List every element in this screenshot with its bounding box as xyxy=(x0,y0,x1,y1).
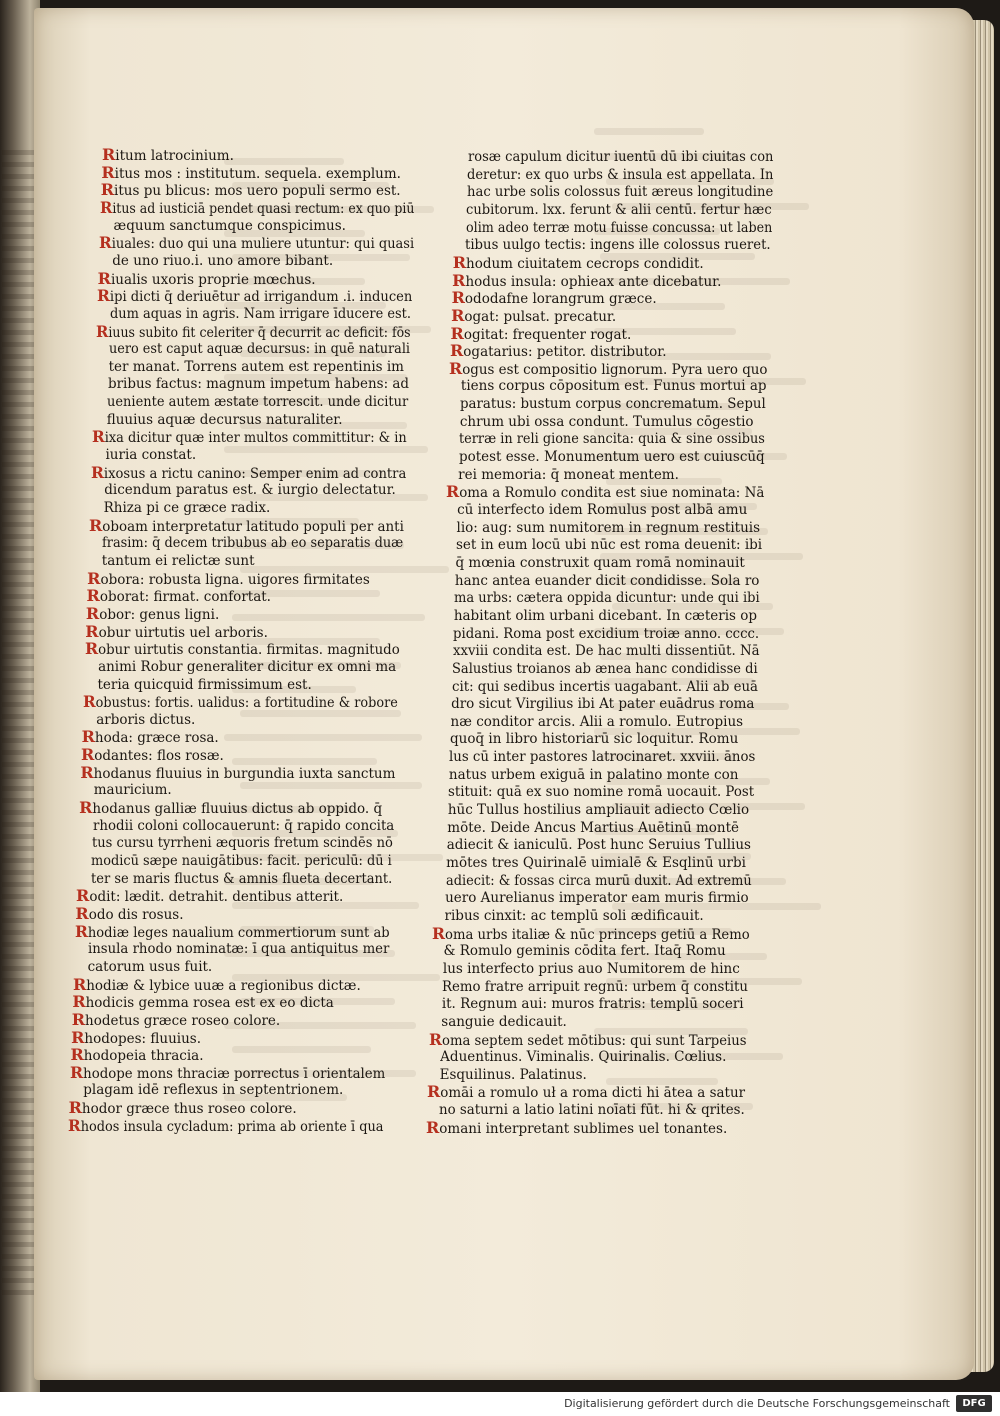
line-text: xxviii condita est. De hac multi dissentiūt. Nā xyxy=(452,643,760,660)
line-text: deretur: ex quo urbs & insula est appellata. In xyxy=(467,166,774,183)
entry-line xyxy=(100,199,414,218)
entry-line xyxy=(452,272,721,291)
line-text: tus cursu tyrrheni æquoris fretum scindēs nō xyxy=(91,835,393,852)
line-text: bribus factus: magnum impetum habens: ad xyxy=(107,376,409,393)
line-text: hodopes: fluuius. xyxy=(84,1030,201,1047)
line-text: ogus est compositio lignorum. Pyra uero quo xyxy=(462,361,768,378)
continuation-line xyxy=(112,252,333,270)
line-text: oma a Romulo condita est siue nominata: Nā xyxy=(458,485,764,502)
book-page xyxy=(34,8,974,1380)
entry-line xyxy=(426,1119,727,1138)
line-text: hanc antea euander dicit condidisse. Sola ro xyxy=(454,572,760,589)
line-text: ododafne lorangrum græce. xyxy=(464,291,657,308)
line-text: hodos insula cycladum: prima ab oriente ī qua xyxy=(80,1118,384,1135)
line-text: hodicis gemma rosea est ex eo dicta xyxy=(85,995,334,1012)
rubricated-initial: R xyxy=(90,462,104,482)
continuation-line xyxy=(456,536,762,554)
entry-line xyxy=(83,693,398,712)
rubricated-initial: R xyxy=(71,1027,85,1047)
footer-credit: Digitalisierung gefördert durch die Deutsche Forschungsgemeinschaft xyxy=(564,1397,950,1410)
line-text: obustus: fortis. ualidus: a fortitudine & robore xyxy=(95,695,398,712)
show-through-line xyxy=(224,734,422,741)
continuation-line xyxy=(91,852,392,870)
line-text: hodope mons thraciæ porrectus ī orientalem xyxy=(82,1065,386,1082)
entry-line xyxy=(81,746,224,765)
entry-line xyxy=(73,976,361,995)
line-text: potest esse. Monumentum uero est cuiuscūq̄ xyxy=(458,449,765,466)
continuation-line xyxy=(105,446,196,464)
line-text: rosæ capulum dicitur iuentū dū ibi ciuitas con xyxy=(468,149,774,165)
rubricated-initial: R xyxy=(445,482,459,502)
line-text: fluuius aquæ decursus naturaliter. xyxy=(106,411,343,428)
rubricated-initial: R xyxy=(79,798,93,818)
left-page-text-fragment xyxy=(2,150,36,1300)
line-text: ter se maris fluctus & amnis flueta decertant. xyxy=(90,870,392,887)
continuation-line xyxy=(443,942,725,960)
line-text: itum latrocinium. xyxy=(115,148,234,164)
line-text: hodanus fluuius in burgundia iuxta sanctum xyxy=(93,765,396,782)
continuation-line xyxy=(97,676,311,694)
line-text: itus ad iusticiā pendet quasi rectum: ex quo piū xyxy=(112,200,415,217)
show-through-line xyxy=(594,128,704,135)
continuation-line xyxy=(445,889,749,907)
line-text: obor: genus ligni. xyxy=(99,606,220,623)
rubricated-initial: R xyxy=(451,288,465,308)
line-text: arboris dictus. xyxy=(96,711,196,728)
entry-line xyxy=(87,570,370,589)
continuation-line xyxy=(451,695,754,713)
line-text: Aduentinus. Viminalis. Quirinalis. Cœlius. xyxy=(440,1049,727,1066)
rubricated-initial: R xyxy=(72,974,87,994)
continuation-line xyxy=(108,375,409,393)
rubricated-initial: R xyxy=(101,162,115,182)
line-text: oma urbs italiæ & nūc princeps getiū a Remo xyxy=(445,926,750,943)
rubricated-initial: R xyxy=(72,992,86,1012)
line-text: chrum ubi ossa condunt. Tumulus cōgestio xyxy=(459,413,754,430)
continuation-line xyxy=(102,552,255,570)
continuation-line xyxy=(445,907,704,925)
continuation-line xyxy=(450,730,738,748)
continuation-line xyxy=(453,625,759,643)
line-text: uero Aurelianus imperator eam muris firmio xyxy=(445,890,749,907)
entry-line xyxy=(102,146,234,165)
line-text: ixosus a rictu canino: Semper enim ad contra xyxy=(103,465,407,482)
rubricated-initial: R xyxy=(451,305,465,325)
rubricated-initial: R xyxy=(426,1117,440,1137)
line-text: lio: aug: sum numitorem in regnum restituis xyxy=(456,519,761,536)
line-text: paratus: bustum corpus concrematum. Sepul xyxy=(460,396,767,413)
rubricated-initial: R xyxy=(71,1009,85,1029)
line-text: hodanus galliæ fluuius dictus ab oppido. q̄ xyxy=(92,801,383,818)
continuation-line xyxy=(452,678,758,696)
rubricated-initial: R xyxy=(452,252,467,272)
continuation-line xyxy=(104,481,396,499)
continuation-line xyxy=(454,589,760,607)
continuation-line xyxy=(457,519,761,537)
line-text: næ conditor arcis. Alii a romulo. Eutropius xyxy=(450,713,744,730)
entry-line xyxy=(96,323,411,342)
continuation-line xyxy=(468,148,773,166)
rubricated-initial: R xyxy=(84,639,98,659)
continuation-line xyxy=(91,870,392,888)
rubricated-initial: R xyxy=(450,341,464,361)
continuation-line xyxy=(107,411,343,429)
entry-line xyxy=(87,587,271,606)
line-text: iualis uxoris proprie mœchus. xyxy=(110,271,316,288)
show-through-line xyxy=(232,614,425,621)
line-text: cit: qui sedibus incertis uagabant. Alii ab euā xyxy=(451,678,758,695)
continuation-line xyxy=(453,642,760,660)
line-text: hodopeia thracia. xyxy=(83,1048,204,1065)
rubricated-initial: R xyxy=(450,323,464,343)
continuation-line xyxy=(449,766,738,784)
rubricated-initial: R xyxy=(75,903,89,923)
entry-line xyxy=(80,764,395,783)
line-text: habitant olim urbani dicebant. In cæteris op xyxy=(453,607,758,624)
continuation-line xyxy=(442,978,748,996)
entry-line xyxy=(70,1046,203,1065)
line-text: itus pu blicus: mos uero populi sermo est. xyxy=(114,183,401,200)
entry-line xyxy=(91,464,406,483)
rubricated-initial: R xyxy=(95,321,109,341)
continuation-line xyxy=(448,783,754,801)
line-text: hodor græce thus roseo colore. xyxy=(81,1101,297,1118)
rubricated-initial: R xyxy=(432,923,446,943)
line-text: de uno riuo.i. uno amore bibant. xyxy=(112,252,334,269)
continuation-line xyxy=(448,801,749,819)
continuation-line xyxy=(451,713,744,731)
entry-line xyxy=(452,289,657,308)
entry-line xyxy=(69,1099,297,1118)
continuation-line xyxy=(459,448,765,466)
line-text: hodum ciuitatem cecrops condidit. xyxy=(466,255,704,272)
entry-line xyxy=(101,164,401,183)
rubricated-initial: R xyxy=(85,621,99,641)
line-text: frasim: q̄ decem tribubus ab eo separatis duæ xyxy=(102,535,404,552)
continuation-line xyxy=(467,166,773,184)
line-text: ueniente autem æstate torrescit. unde dicitur xyxy=(107,394,409,411)
line-text: quoq̄ in libro historiarū sic loquitur. Romu xyxy=(450,731,739,748)
entry-line xyxy=(79,799,382,818)
line-text: sanguie dedicauit. xyxy=(441,1013,567,1030)
continuation-line xyxy=(443,960,740,978)
show-through-line xyxy=(232,1046,371,1053)
rubricated-initial: R xyxy=(86,586,100,606)
show-through-line xyxy=(240,782,422,789)
line-text: oboam interpretatur latitudo populi per anti xyxy=(102,518,404,535)
line-text: oma septem sedet mōtibus: qui sunt Tarpeius xyxy=(441,1032,747,1049)
line-text: obur uirtutis uel arboris. xyxy=(98,624,268,641)
line-text: terræ in reli gione sancita: quia & sine ossibus xyxy=(459,431,766,448)
entry-line xyxy=(76,887,343,906)
line-text: tibus uulgo tectis: ingens ille colossus rueret. xyxy=(465,237,771,254)
continuation-line xyxy=(440,1048,726,1066)
rubricated-initial: R xyxy=(80,762,94,782)
continuation-line xyxy=(455,572,760,590)
line-text: teria quicquid firmissimum est. xyxy=(97,676,312,693)
line-text: cū interfecto idem Romulus post albā amu xyxy=(457,502,748,518)
line-text: no saturni a latio latini noīati fūt. hi & qrites. xyxy=(438,1102,745,1119)
line-text: Remo fratre arripuit regnū: urbem q̄ constitu xyxy=(442,978,749,995)
line-text: adiecit: & fossas circa murū duxit. Ad extremū xyxy=(445,872,752,889)
line-text: ma urbs: cætera oppida dicuntur: unde qui ibi xyxy=(454,590,761,607)
line-text: ixa dicitur quæ inter multos committitur: & in xyxy=(104,430,407,447)
rubricated-initial: R xyxy=(98,233,112,253)
entry-line xyxy=(101,181,401,200)
continuation-line xyxy=(107,393,408,411)
entry-line xyxy=(97,287,412,306)
continuation-line xyxy=(114,217,346,235)
entry-line xyxy=(75,905,183,924)
rubricated-initial: R xyxy=(70,1045,84,1065)
dfg-logo: DFG xyxy=(956,1395,992,1412)
continuation-line xyxy=(83,1081,343,1099)
continuation-line xyxy=(449,748,755,766)
line-text: ter manat. Torrens autem est repentinis im xyxy=(108,358,404,375)
line-text: ipi dicti q̄ deriuētur ad irrigandum .i. inducen xyxy=(109,289,413,306)
rubricated-initial: R xyxy=(87,568,101,588)
continuation-line xyxy=(441,1013,567,1031)
rubricated-initial: R xyxy=(81,727,95,747)
line-text: natus urbem exiguā in palatino monte con xyxy=(448,766,739,783)
continuation-line xyxy=(94,781,172,799)
line-text: iuria constat. xyxy=(105,447,197,464)
line-text: omāi a romulo uł a roma dicti hi ātea a satur xyxy=(440,1085,746,1102)
line-text: olim adeo terræ motu fuisse concussa: ut laben xyxy=(465,219,773,236)
line-text: it. Regnum aui: muros fratris: templū soceri xyxy=(441,996,744,1013)
entry-line xyxy=(432,925,750,944)
rubricated-initial: R xyxy=(102,145,116,164)
line-text: hac urbe solis colossus fuit æreus longitudine xyxy=(466,184,774,201)
line-text: plagam idē reflexus in septentrionem. xyxy=(83,1082,344,1099)
rubricated-initial: R xyxy=(449,358,463,378)
line-text: ogat: pulsat. precatur. xyxy=(464,308,617,325)
line-text: obora: robusta ligna. uigores firmitates xyxy=(100,571,370,588)
line-text: modicū sæpe nauigātibus: facit. periculū: dū i xyxy=(91,853,393,869)
entry-line xyxy=(92,428,407,447)
entry-line xyxy=(98,270,316,289)
rubricated-initial: R xyxy=(76,886,90,906)
line-text: omani interpretant sublimes uel tonantes. xyxy=(439,1120,728,1137)
continuation-line xyxy=(88,958,213,976)
line-text: dum aquas in agris. Nam irrigare īducere est. xyxy=(110,305,412,322)
line-text: catorum usus fuit. xyxy=(87,958,213,975)
entry-line xyxy=(85,640,400,659)
line-text: pidani. Roma post excidium troiæ anno. cccc. xyxy=(453,625,760,642)
line-text: hodetus græce roseo colore. xyxy=(85,1012,281,1029)
line-text: adiecit & ianiculū. Post hunc Seruius Tullius xyxy=(446,837,751,854)
rubricated-initial: R xyxy=(427,1082,441,1102)
entry-line xyxy=(427,1083,745,1102)
entry-line xyxy=(72,1011,281,1030)
line-text: mauricium. xyxy=(93,782,172,799)
line-text: oborat: firmat. confortat. xyxy=(99,589,271,606)
line-text: itus mos : institutum. sequela. exemplum. xyxy=(114,165,401,182)
line-text: Esquilinus. Palatinus. xyxy=(439,1066,587,1083)
line-text: iuus subito fit celeriter q̄ decurrit ac deficit: fōs xyxy=(108,324,411,341)
footer-bar xyxy=(0,1392,1000,1416)
continuation-line xyxy=(458,466,679,484)
rubricated-initial: R xyxy=(97,286,110,306)
line-text: mōte. Deide Ancus Martius Auētinū montē xyxy=(447,819,740,836)
line-text: ogitat: frequenter rogat. xyxy=(463,326,632,343)
continuation-line xyxy=(447,819,739,837)
continuation-line xyxy=(459,430,765,448)
entry-line xyxy=(72,993,334,1012)
rubricated-initial: R xyxy=(452,270,466,290)
rubricated-initial: R xyxy=(80,745,95,765)
line-text: odit: lædit. detrahit. dentibus atterit. xyxy=(89,889,344,906)
continuation-line xyxy=(460,395,766,413)
continuation-line xyxy=(442,995,744,1013)
rubricated-initial: R xyxy=(100,180,115,200)
continuation-line xyxy=(466,201,772,219)
line-text: rei memoria: q̄ moneat mentem. xyxy=(458,466,679,483)
continuation-line xyxy=(440,1066,587,1084)
continuation-line xyxy=(454,607,757,625)
rubricated-initial: R xyxy=(92,427,105,447)
continuation-line xyxy=(109,340,410,358)
line-text: odantes: flos rosæ. xyxy=(94,748,224,765)
line-text: lus cū inter pastores latrocinaret. xxviii. ānos xyxy=(449,749,756,766)
line-text: mōtes tres Quirinalē uimialē & Esqlinū urbi xyxy=(446,855,746,871)
line-text: animi Robur generaliter dicitur ex omni ma xyxy=(98,658,397,675)
continuation-line xyxy=(446,872,752,890)
line-text: iuales: duo qui una muliere utuntur: qui quasi xyxy=(111,236,414,253)
line-text: set in eum locū ubi nūc est roma deuenit: ibi xyxy=(456,537,763,554)
entry-line xyxy=(450,342,667,361)
continuation-line xyxy=(109,358,404,376)
continuation-line xyxy=(110,305,411,323)
line-text: ribus cinxit: ac templū soli ædificauit. xyxy=(444,907,704,924)
entry-line xyxy=(86,605,219,624)
line-text: hodiæ & lybice uuæ a regionibus dictæ. xyxy=(86,977,361,994)
entry-line xyxy=(429,1031,747,1050)
continuation-line xyxy=(460,413,754,431)
line-text: rhodii coloni collocauerunt: q̄ rapido concita xyxy=(92,817,394,834)
continuation-line xyxy=(446,854,746,872)
line-text: tiens corpus cōpositum est. Funus mortui ap xyxy=(460,378,767,395)
entry-line xyxy=(449,360,768,379)
rubricated-initial: R xyxy=(100,197,113,217)
entry-line xyxy=(68,1117,383,1136)
line-text: odo dis rosus. xyxy=(88,906,184,923)
rubricated-initial: R xyxy=(97,268,111,288)
entry-line xyxy=(99,234,414,253)
continuation-line xyxy=(439,1101,745,1119)
entry-line xyxy=(71,1029,201,1048)
continuation-line xyxy=(104,499,271,517)
line-text: lus interfecto prius auo Numitorem de hinc xyxy=(442,960,740,977)
continuation-line xyxy=(92,834,393,852)
rubricated-initial: R xyxy=(82,692,96,712)
line-text: ogatarius: petitor. distributor. xyxy=(463,344,667,361)
line-text: stituit: quā ex suo nomine romā uocauit. Post xyxy=(448,784,755,801)
line-text: hoda: græce rosa. xyxy=(94,730,219,747)
line-text: & Romulo geminis cōdita fert. Itaq̄ Romu xyxy=(443,943,726,960)
continuation-line xyxy=(467,183,773,201)
continuation-line xyxy=(88,940,389,958)
continuation-line xyxy=(98,658,396,676)
line-text: dicendum paratus est. & iurgio delectatur. xyxy=(104,482,396,499)
rubricated-initial: R xyxy=(68,1098,82,1118)
continuation-line xyxy=(465,236,771,254)
line-text: obur uirtutis constantia. firmitas. magnitudo xyxy=(97,642,400,659)
rubricated-initial: R xyxy=(89,515,103,535)
continuation-line xyxy=(466,219,772,237)
rubricated-initial: R xyxy=(68,1115,81,1135)
line-text: Salustius troianos ab ænea hanc condidisse di xyxy=(452,660,758,677)
line-text: Rhiza pi ce græce radix. xyxy=(103,500,271,516)
line-text: uero est caput aquæ decursus: in quē naturali xyxy=(109,341,411,358)
rubricated-initial: R xyxy=(85,603,100,623)
continuation-line xyxy=(102,534,403,552)
entry-line xyxy=(85,623,268,642)
rubricated-initial: R xyxy=(428,1029,442,1049)
entry-line xyxy=(453,254,704,273)
continuation-line xyxy=(461,377,767,395)
continuation-line xyxy=(457,501,747,519)
entry-line xyxy=(451,325,632,344)
line-text: dro sicut Virgilius ibi At pater euādrus roma xyxy=(451,696,755,713)
continuation-line xyxy=(455,554,744,572)
entry-line xyxy=(446,483,764,502)
entry-line xyxy=(451,307,616,326)
entry-line xyxy=(82,728,219,747)
line-text: hūc Tullus hostilius ampliauit adiecto Cœlio xyxy=(447,802,750,819)
rubricated-initial: R xyxy=(74,921,88,941)
line-text: æquum sanctumque conspicimus. xyxy=(113,217,346,234)
entry-line xyxy=(70,1064,385,1083)
entry-line xyxy=(75,923,390,942)
continuation-line xyxy=(96,711,195,729)
line-text: cubitorum. lxx. ferunt & alii centū. fertur hæc xyxy=(466,201,773,218)
line-text: q̄ mœnia construxit quam romā nominauit xyxy=(455,554,745,571)
line-text: hodiæ leges naualium commertiorum sunt ab xyxy=(87,924,390,941)
entry-line xyxy=(89,517,404,536)
rubricated-initial: R xyxy=(69,1062,83,1082)
line-text: insula rhodo nominatæ: ī qua antiquitus mer xyxy=(88,941,390,958)
line-text: tantum ei relictæ sunt xyxy=(101,552,255,569)
continuation-line xyxy=(452,660,758,678)
line-text: hodus insula: ophieax ante dicebatur. xyxy=(465,273,722,290)
continuation-line xyxy=(447,836,751,854)
continuation-line xyxy=(93,817,394,835)
